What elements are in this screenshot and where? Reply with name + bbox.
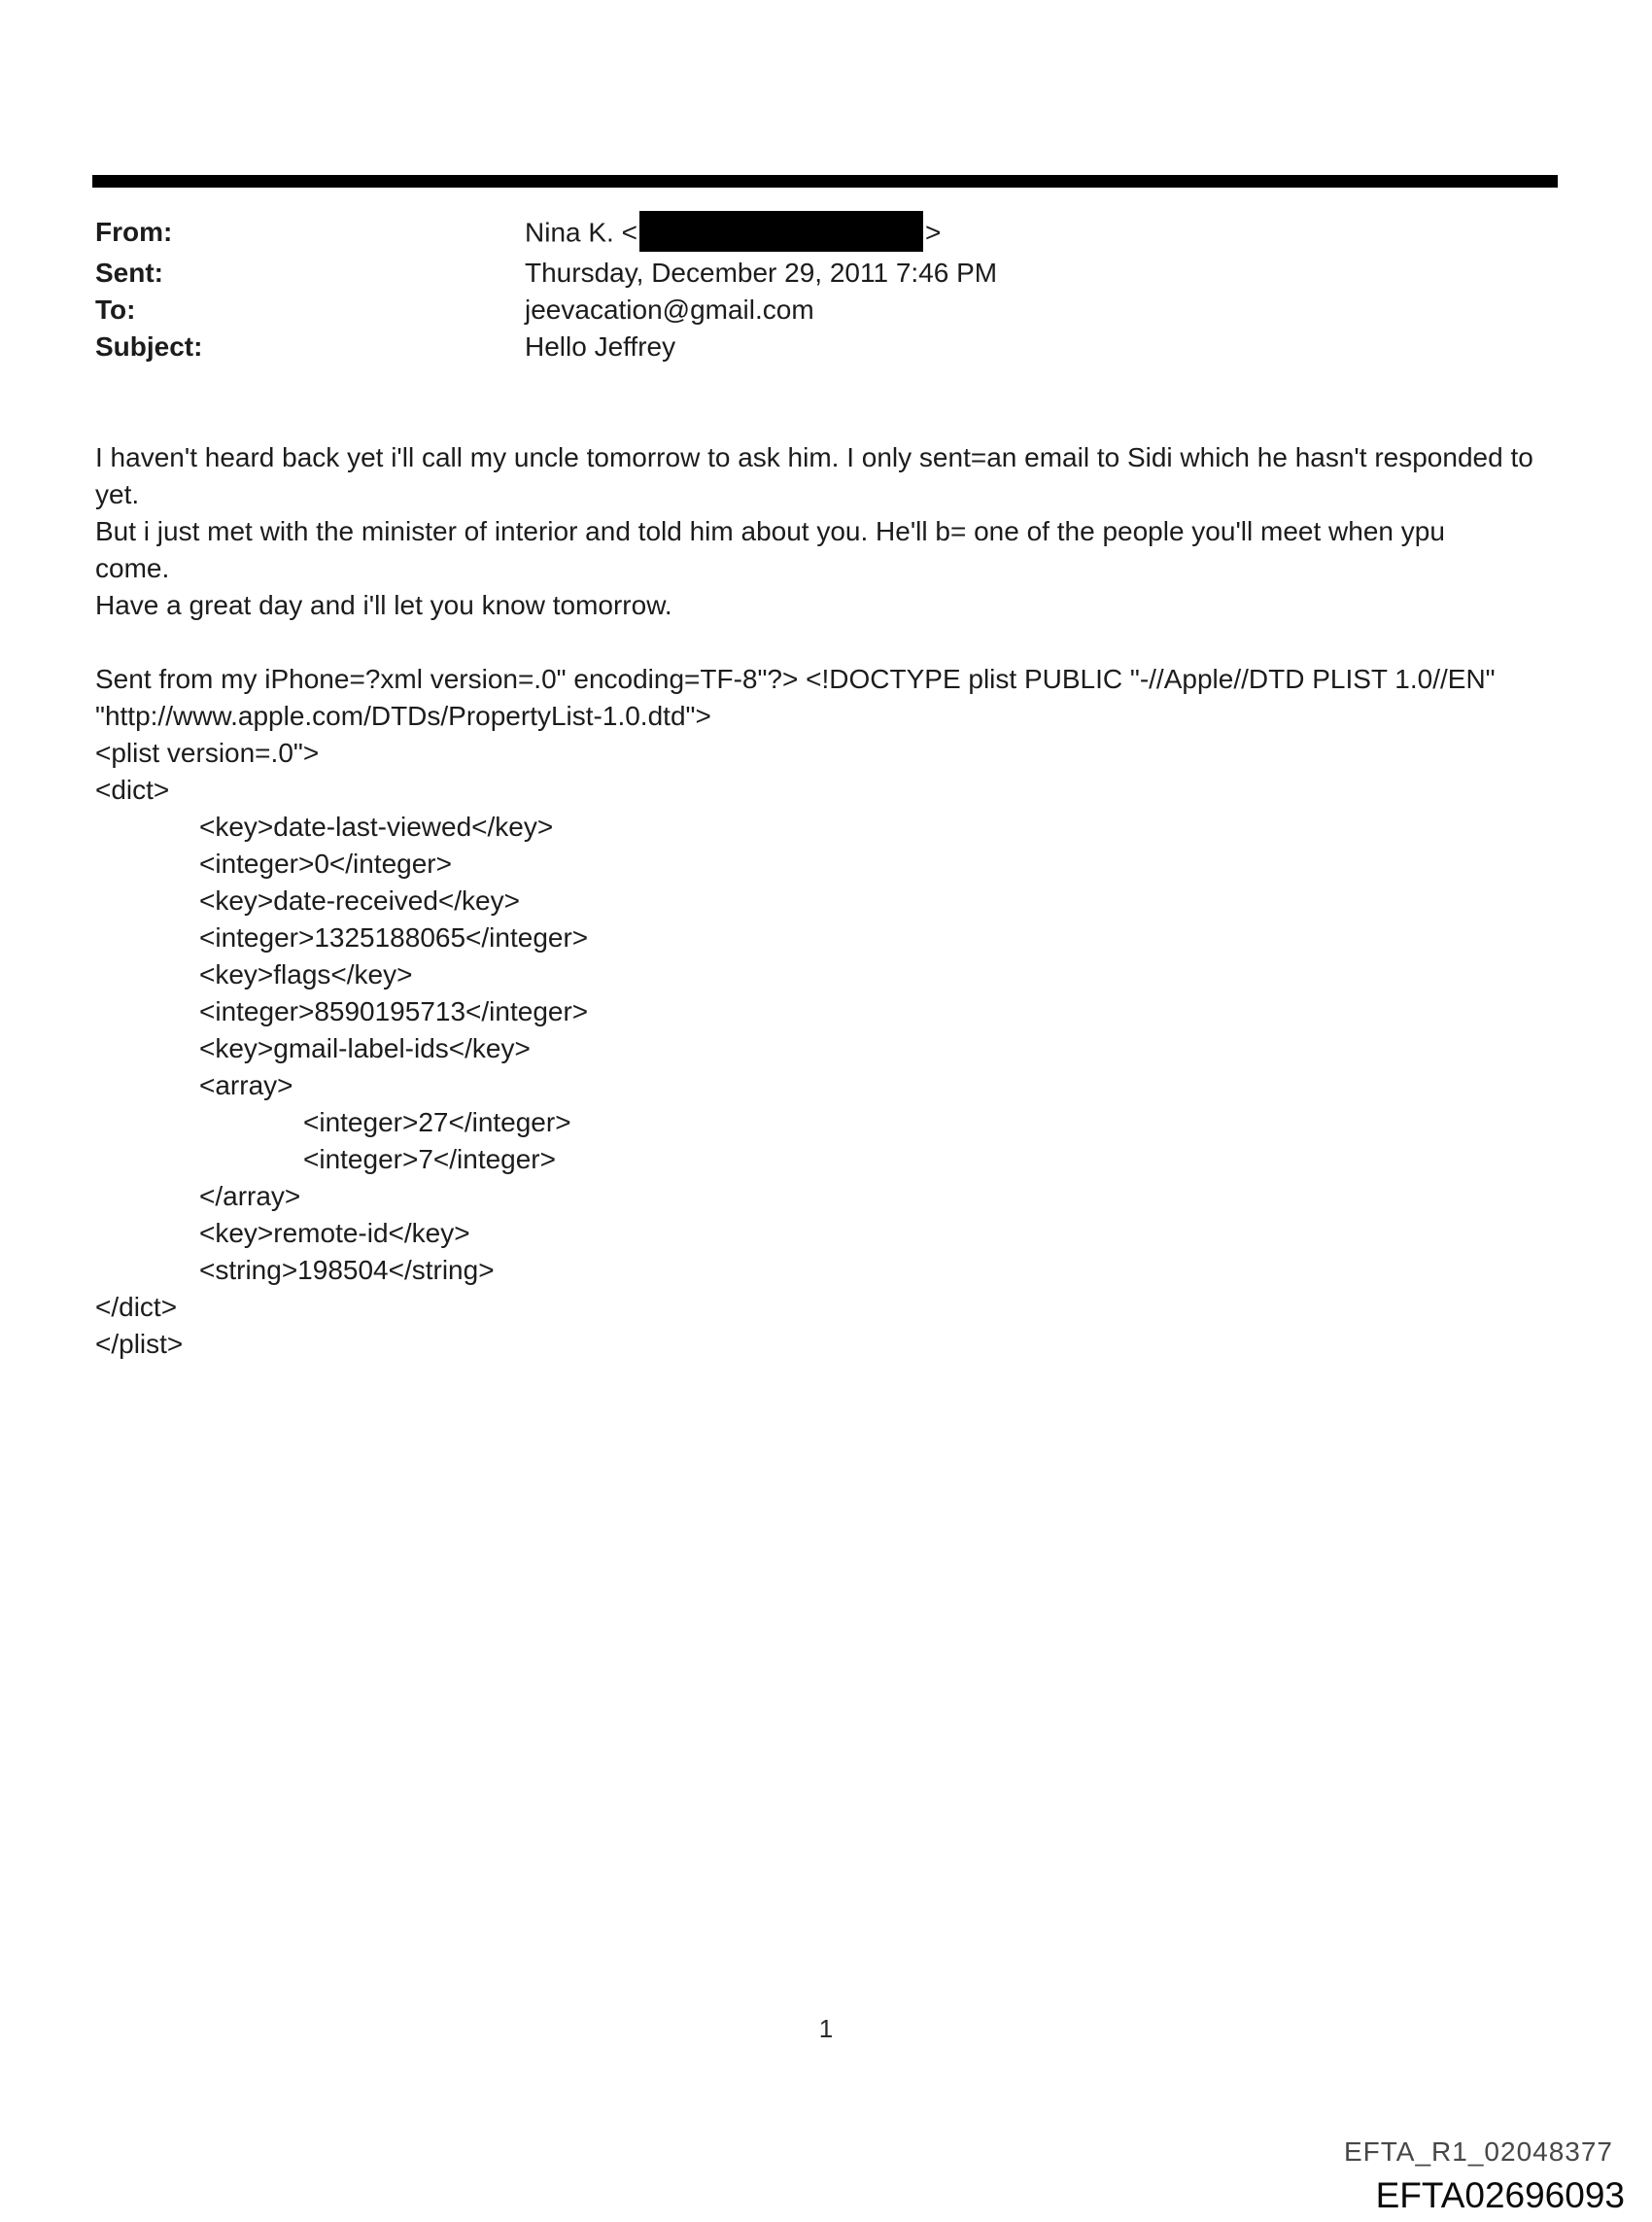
to-value: jeevacation@gmail.com (525, 295, 814, 325)
bates-stamp-secondary: EFTA_R1_02048377 (1344, 2136, 1613, 2167)
header-row-from (95, 214, 997, 255)
plist-line: <integer>0</integer> (199, 849, 452, 879)
from-label: From: (95, 217, 173, 247)
sent-value: Thursday, December 29, 2011 7:46 PM (525, 258, 998, 288)
plist-line: <integer>8590195713</integer> (199, 996, 589, 1026)
subject-value: Hello Jeffrey (525, 331, 676, 362)
header-row-sent (95, 255, 997, 292)
body-line: But i just met with the minister of interior and told him about you. He'll b= one of the people you'll meet when ypu (95, 516, 1445, 546)
paragraph-gap (95, 624, 1533, 661)
plist-line: <string>198504</string> (199, 1255, 495, 1285)
plist-line: <integer>27</integer> (303, 1107, 571, 1137)
page-number: 1 (818, 2014, 834, 2043)
body-line: I haven't heard back yet i'll call my uncle tomorrow to ask him. I only sent=an email to Sidi which he hasn't responded to (95, 442, 1533, 472)
redacted-email-box (639, 211, 923, 252)
plist-line: </plist> (95, 1329, 184, 1359)
to-label: To: (95, 295, 136, 325)
plist-line: <dict> (95, 775, 170, 805)
plist-line: <key>date-received</key> (199, 885, 520, 916)
plist-line: "http://www.apple.com/DTDs/PropertyList-1.0.dtd"> (95, 701, 711, 731)
subject-label: Subject: (95, 331, 203, 362)
plist-line: <key>date-last-viewed</key> (199, 812, 554, 842)
plist-line: Sent from my iPhone=?xml version=.0" encoding=TF-8"?> <!DOCTYPE plist PUBLIC "-//Apple//DTD PLIST 1.0//EN" (95, 664, 1496, 694)
plist-line: <array> (199, 1070, 293, 1100)
from-value-prefix: Nina K. < (525, 217, 637, 248)
plist-line: <key>remote-id</key> (199, 1218, 470, 1248)
body-line: come. (95, 553, 170, 583)
header-divider-rule (92, 175, 1558, 188)
plist-line: <integer>7</integer> (303, 1144, 556, 1174)
body-line: yet. (95, 479, 140, 509)
header-row-subject (95, 329, 997, 365)
plist-line: <key>flags</key> (199, 959, 413, 989)
header-row-to (95, 292, 997, 329)
from-value-suffix: > (924, 217, 942, 248)
sent-label: Sent: (95, 258, 163, 288)
plist-line: <integer>1325188065</integer> (199, 922, 589, 953)
from-value (525, 214, 941, 255)
plist-line: </array> (199, 1181, 301, 1211)
plist-line: </dict> (95, 1292, 178, 1322)
email-header (95, 214, 997, 365)
plist-line: <key>gmail-label-ids</key> (199, 1033, 531, 1063)
body-line: Have a great day and i'll let you know tomorrow. (95, 590, 672, 620)
email-body (95, 439, 1533, 1363)
plist-line: <plist version=.0"> (95, 738, 320, 768)
bates-stamp-primary: EFTA02696093 (1375, 2175, 1625, 2215)
